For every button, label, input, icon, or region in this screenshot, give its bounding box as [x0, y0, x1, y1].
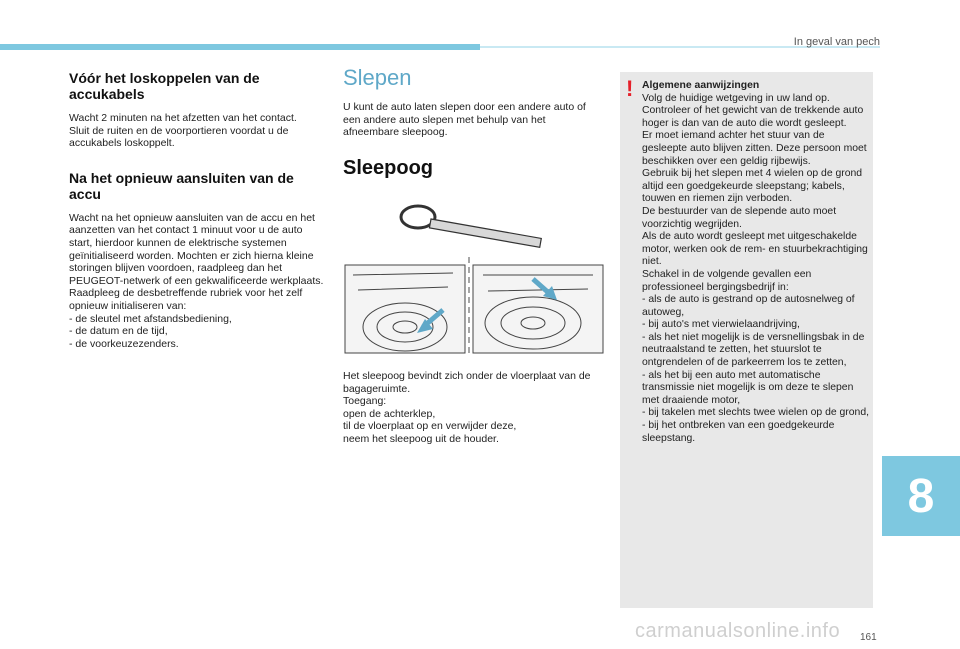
trunk-view-right: [473, 265, 603, 353]
watermark: carmanualsonline.info: [635, 620, 841, 642]
trunk-view-left: [345, 265, 465, 353]
warning-content: [642, 80, 870, 445]
heading-disconnect-battery: Vóór het loskoppelen van de accukabels: [69, 70, 260, 102]
left-column: [69, 70, 324, 350]
slepen-text: U kunt de auto laten slepen door een andere auto of een andere auto slepen met behulp van het afneembare sleepoog.: [343, 101, 586, 139]
towing-eye-illustration: [343, 195, 605, 355]
paragraph-disconnect: Wacht 2 minuten na het afzetten van het contact. Sluit de ruiten en de voorportieren voordat u de accukabels loskoppelt.: [69, 112, 297, 150]
exclamation-icon: !: [626, 76, 634, 101]
paragraph-reconnect: Wacht na het opnieuw aansluiten van de accu en het aanzetten van het contact 1 minuut voor u de auto start, hierdoor kunnen de elektrische systemen geïnitialiseerd worden. Mochten er zich hierna kleine storingen blijven voordoen, raadpleeg dan het PEUGEOT-netwerk of een gekwalificeerde werkplaats. Raadpleeg de desbetreffende rubriek voor het zelf opnieuw initialiseren van: - de sleutel met afstandsbediening, - de datum en de tijd, - de voorkeuzezenders.: [69, 211, 324, 350]
page-number: 161: [860, 632, 877, 643]
paragraph-sleepoog: [343, 370, 603, 446]
header-accent-bar: [0, 44, 480, 50]
paragraph-slepen: [343, 101, 603, 139]
heading-reconnect-battery: Na het opnieuw aansluiten van de accu: [69, 169, 294, 202]
sleepoog-text: Het sleepoog bevindt zich onder de vloerplaat van de bagageruimte. Toegang: open de achterklep, til de vloerplaat op en verwijder deze, neem het sleepoog uit de houder.: [343, 370, 591, 445]
chapter-tab: 8: [882, 456, 960, 536]
towing-eye-icon: [401, 206, 541, 247]
warning-text: Volg de huidige wetgeving in uw land op. Controleer of het gewicht van de trekkende auto hoger is dan van de auto die wordt gesleept. Er moet iemand achter het stuur van de gesleepte auto blijven zitten. Deze persoon moet beschikken over een geldig rijbewijs. Gebruik bij het slepen met 4 wielen op de grond altijd een goedgekeurde sleepstang; kabels, touwen en riemen zijn verboden. De bestuurder van de slepende auto moet voorzichtig wegrijden. Als de auto wordt gesleept met uitgeschakelde motor, werken ook de rem- en stuurbekrachtiging niet. Schakel in de volgende gevallen een professioneel bergingsbedrijf in: - als de auto is gestrand op de autosnelweg of autoweg, - bij auto's met vierwielaandrijving, - als het niet mogelijk is de versnellingsbak in de neutraalstand te zetten, het stuurslot te ontgrendelen of de parkeerrem los te zetten, - als het bij een auto met automatische transmissie niet mogelijk is om deze te slepen met draaiende motor, - bij takelen met slechts twee wielen op de grond, - bij het ontbreken van een goedgekeurde sleepstang.: [642, 92, 869, 444]
heading-sleepoog: Sleepoog: [343, 157, 434, 179]
warning-title: Algemene aanwijzingen: [642, 80, 760, 91]
heading-slepen: Slepen: [343, 65, 412, 90]
section-title: In geval van pech: [793, 36, 880, 48]
